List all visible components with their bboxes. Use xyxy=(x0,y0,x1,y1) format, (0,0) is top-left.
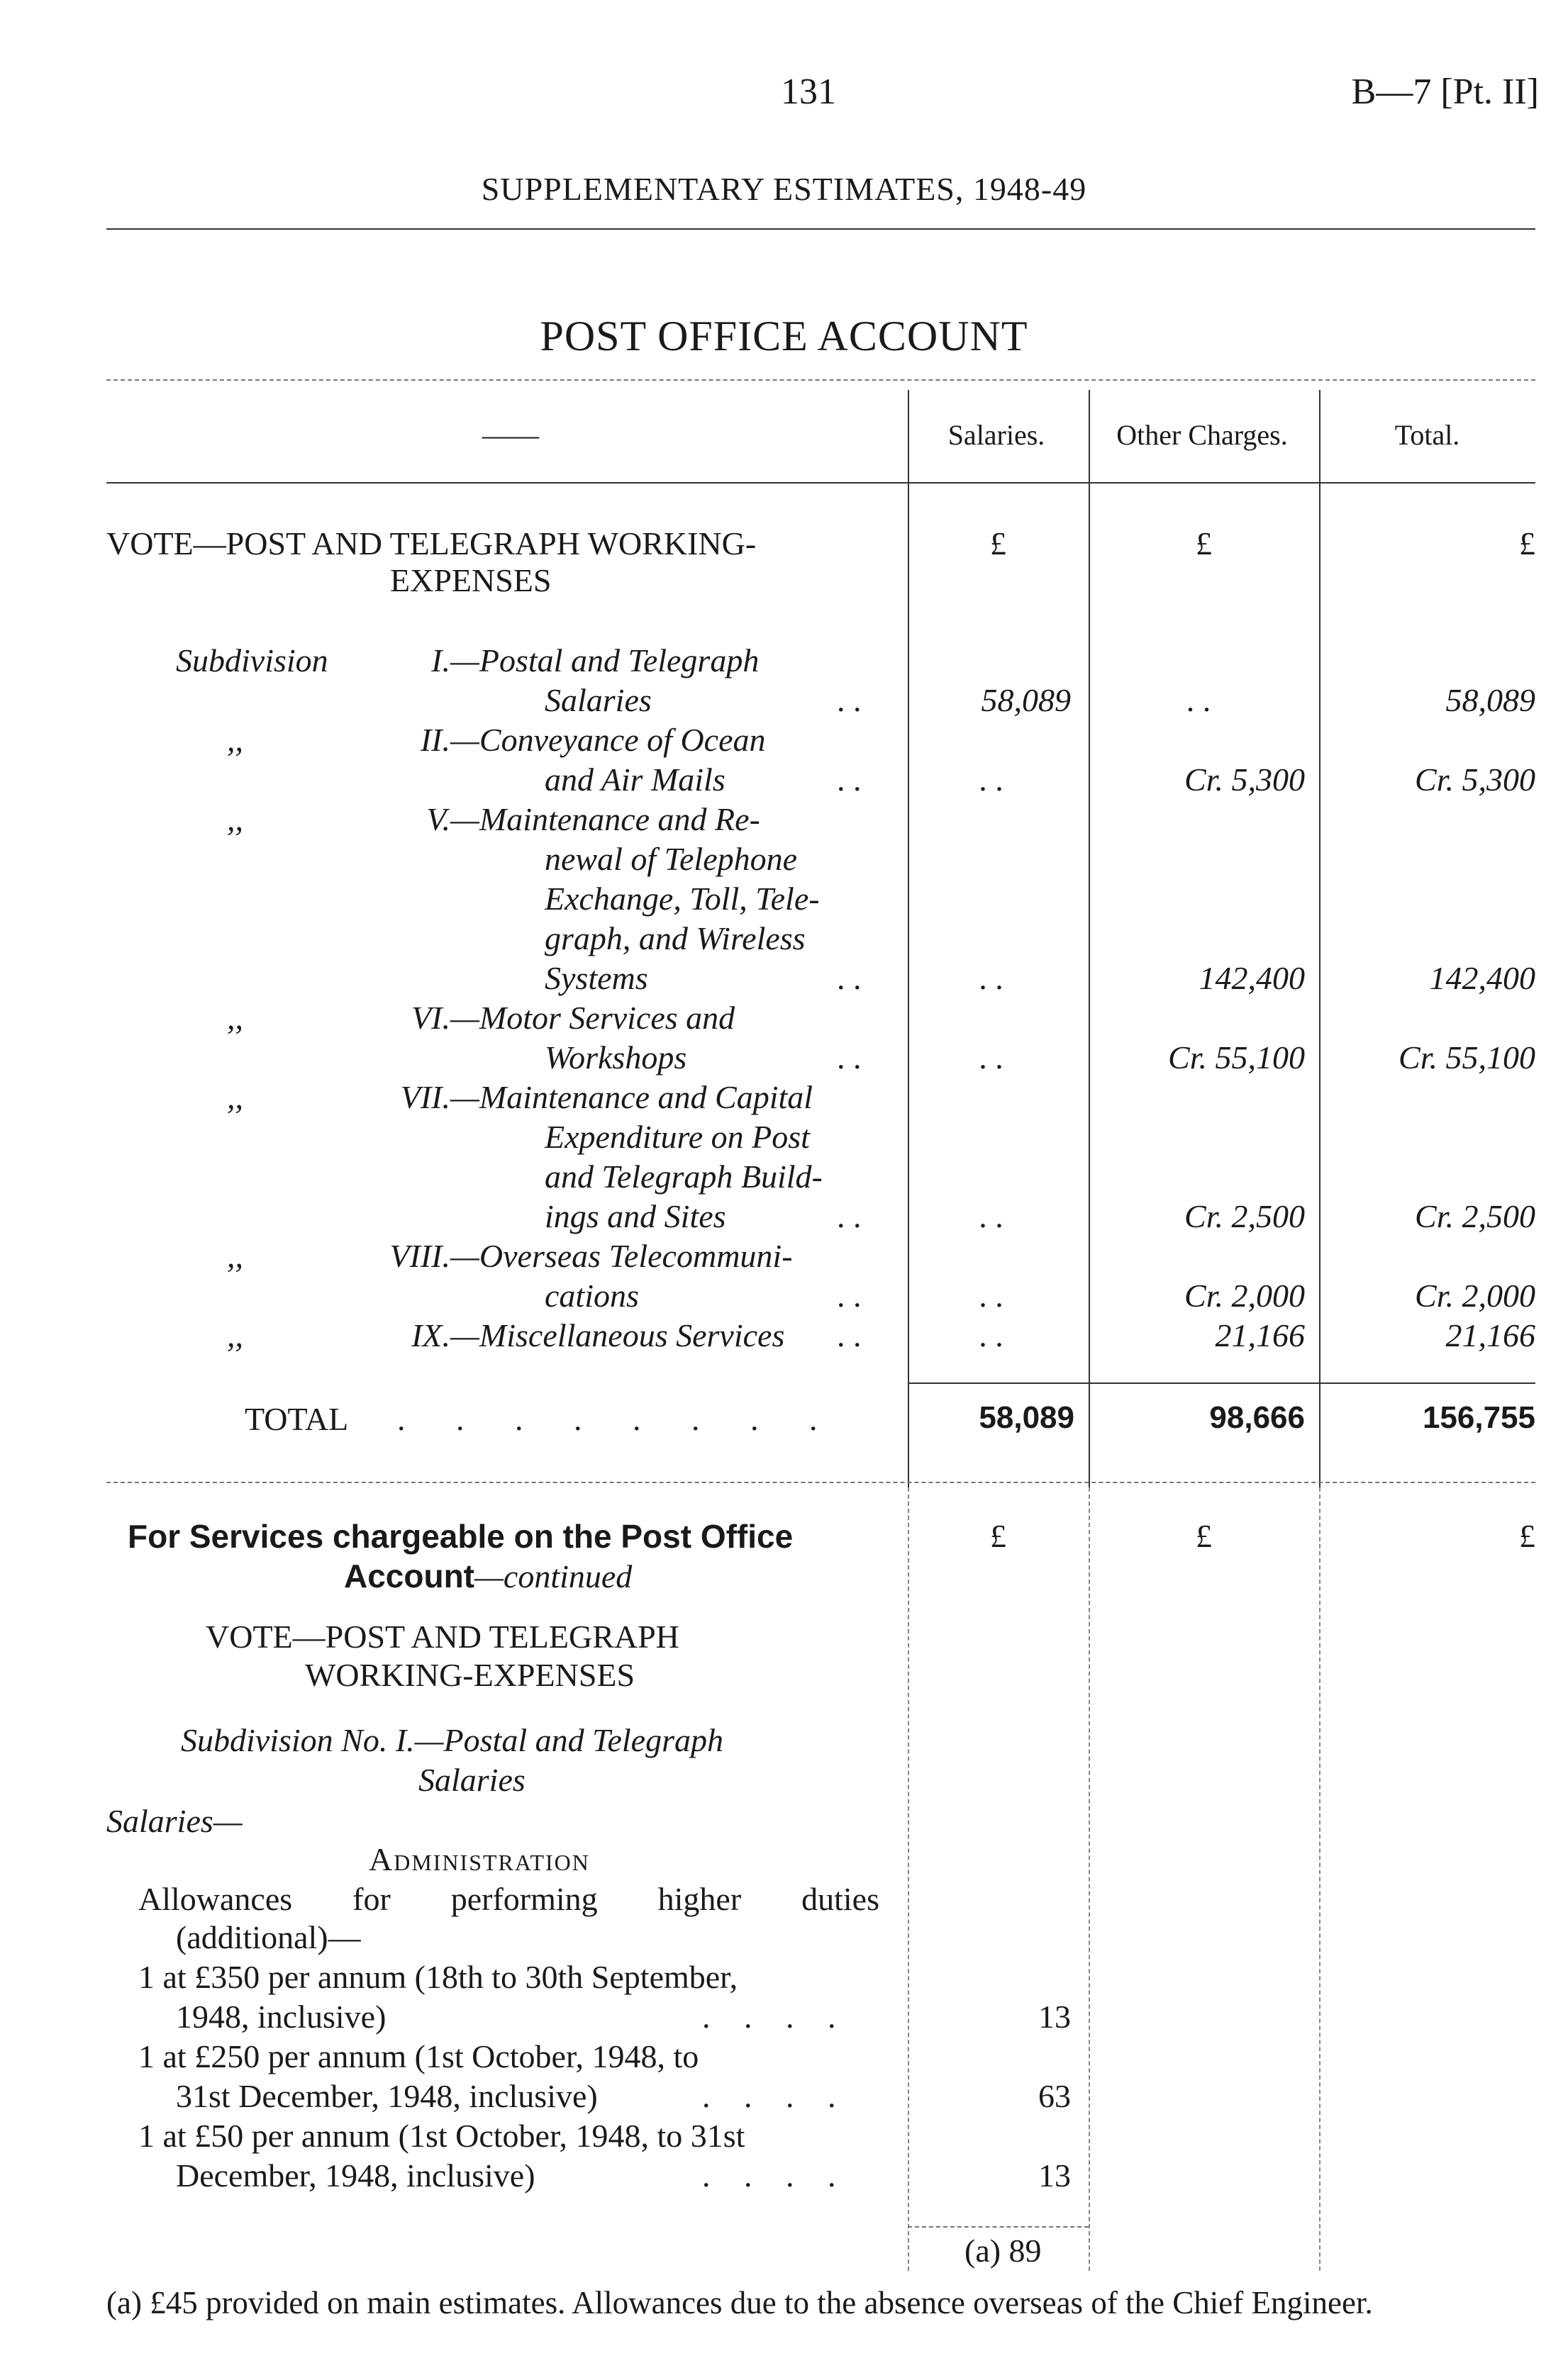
section2-subdivision-line2: Salaries xyxy=(418,1762,526,1798)
ditto-mark: ,, xyxy=(227,1079,243,1115)
subdivision-number: V. xyxy=(426,801,450,837)
ditto-mark: ,, xyxy=(227,1238,243,1274)
subdivision-number: VIII. xyxy=(389,1238,450,1274)
administration-label: Administration xyxy=(369,1841,590,1877)
currency-salaries: £ xyxy=(990,525,1006,562)
column-header-blank: —— xyxy=(482,419,539,451)
column-header-other-charges: Other Charges. xyxy=(1116,419,1288,451)
allowance-entry-line1: 1 at £250 per annum (1st October, 1948, to xyxy=(138,2038,699,2074)
total-leader-dots: . . . . . . . . xyxy=(397,1401,839,1437)
s2-currency-total: £ xyxy=(1519,1518,1535,1554)
ditto-mark: ,, xyxy=(227,801,243,837)
ditto-mark: ,, xyxy=(227,1000,243,1036)
leader-dots: . . xyxy=(837,960,862,996)
subdivision-label: Subdivision xyxy=(176,642,328,678)
s2-currency-salaries: £ xyxy=(990,1518,1006,1554)
subdivision-title-line: Exchange, Toll, Tele- xyxy=(545,881,820,917)
allowances-line1: Allowances for performing higher duties xyxy=(138,1881,879,1917)
amount-total: Cr. 55,100 xyxy=(1399,1039,1535,1076)
subdivision-number: VI. xyxy=(411,1000,450,1036)
section2-continued: —continued xyxy=(474,1558,633,1594)
amount-total: Cr. 2,000 xyxy=(1415,1278,1535,1314)
salaries-label: Salaries— xyxy=(106,1803,243,1839)
subdivision-title-line: and Air Mails xyxy=(545,761,725,798)
total-label: TOTAL xyxy=(245,1401,349,1437)
section2-subdivision-line1: Subdivision No. I.—Postal and Telegraph xyxy=(181,1722,723,1758)
column-header-rule xyxy=(106,482,1535,484)
amount-total: Cr. 2,500 xyxy=(1415,1198,1535,1234)
subdivision-title-line: Expenditure on Post xyxy=(545,1119,810,1155)
amount-total: 142,400 xyxy=(1429,960,1535,996)
amount-total: 21,166 xyxy=(1445,1317,1535,1353)
leader-dots: . . . . xyxy=(702,2078,849,2114)
amount-salaries: . . xyxy=(979,1039,1003,1076)
amount-other: Cr. 2,000 xyxy=(1184,1278,1305,1314)
column-rule-2-lower xyxy=(1089,1487,1090,2271)
subdivision-title-line: —Maintenance and Re- xyxy=(450,801,760,837)
document-reference: B—7 [Pt. II] xyxy=(1351,72,1539,112)
currency-other: £ xyxy=(1196,525,1212,562)
header-rule xyxy=(106,228,1535,230)
column-header-total: Total. xyxy=(1394,419,1460,451)
subdivision-title-line: Systems xyxy=(545,960,648,996)
amount-other: Cr. 2,500 xyxy=(1184,1198,1305,1234)
section-divider xyxy=(106,1482,1535,1483)
total-other-charges: 98,666 xyxy=(1209,1400,1305,1435)
title-rule xyxy=(106,379,1535,381)
allowance-entry-line1: 1 at £350 per annum (18th to 30th September, xyxy=(138,1959,738,1995)
subdivision-title-line: —Miscellaneous Services xyxy=(450,1317,785,1353)
subdivision-title-line: Workshops xyxy=(545,1039,687,1076)
amount-other: 142,400 xyxy=(1199,960,1305,996)
subdivision-number: II. xyxy=(420,722,450,758)
column-header-salaries: Salaries. xyxy=(947,419,1045,451)
amount-total: 58,089 xyxy=(1445,682,1535,718)
leader-dots: . . xyxy=(837,1317,862,1353)
section2-heading-line1: For Services chargeable on the Post Office xyxy=(128,1518,794,1555)
amount-salaries: . . xyxy=(979,1278,1003,1314)
section2-vote-line2: WORKING-EXPENSES xyxy=(305,1657,635,1693)
amount-other: Cr. 55,100 xyxy=(1168,1039,1305,1076)
allowance-entry-line2: 31st December, 1948, inclusive) xyxy=(176,2078,598,2114)
amount-salaries: . . xyxy=(979,1198,1003,1234)
column-rule-1-lower xyxy=(908,1487,909,2271)
amount-salaries: . . xyxy=(979,761,1003,798)
subdivision-title-line: newal of Telephone xyxy=(545,841,798,877)
subdivision-title-line: and Telegraph Build- xyxy=(545,1158,823,1195)
subdivision-number: VII. xyxy=(400,1079,450,1115)
subdivision-title-line: cations xyxy=(545,1278,639,1314)
allowance-amount: 63 xyxy=(1038,2078,1071,2114)
amount-salaries: . . xyxy=(979,1317,1003,1353)
amount-other: 21,166 xyxy=(1215,1317,1305,1353)
leader-dots: . . . . xyxy=(702,1999,849,2035)
subdivision-number: IX. xyxy=(411,1317,450,1353)
s2-currency-other: £ xyxy=(1196,1518,1212,1554)
column-rule-3-lower xyxy=(1319,1487,1320,2271)
amount-total: Cr. 5,300 xyxy=(1415,761,1535,798)
subdivision-title-line: —Overseas Telecommuni- xyxy=(450,1238,793,1274)
section2-heading-line2 xyxy=(344,1557,632,1595)
subtotal-amount: (a) 89 xyxy=(964,2233,1042,2269)
ditto-mark: ,, xyxy=(227,1317,243,1353)
allowance-entry-line2: December, 1948, inclusive) xyxy=(176,2157,535,2194)
leader-dots: . . xyxy=(837,682,862,718)
currency-total: £ xyxy=(1519,525,1535,562)
amount-salaries: . . xyxy=(979,960,1003,996)
allowance-amount: 13 xyxy=(1038,2157,1071,2194)
allowances-line2: (additional)— xyxy=(176,1919,361,1955)
leader-dots: . . xyxy=(837,1039,862,1076)
amount-other: Cr. 5,300 xyxy=(1184,761,1305,798)
subdivision-title-line: —Conveyance of Ocean xyxy=(450,722,766,758)
subdivision-title-line: —Maintenance and Capital xyxy=(450,1079,813,1115)
page-title: POST OFFICE ACCOUNT xyxy=(540,313,1028,359)
allowance-entry-line2: 1948, inclusive) xyxy=(176,1999,387,2035)
amount-salaries: 58,089 xyxy=(981,682,1071,718)
allowance-entry-line1: 1 at £50 per annum (1st October, 1948, to 31st xyxy=(138,2118,745,2154)
leader-dots: . . xyxy=(837,1278,862,1314)
leader-dots: . . xyxy=(837,761,862,798)
subdivision-title-line: ings and Sites xyxy=(545,1198,726,1234)
subdivision-title-line: graph, and Wireless xyxy=(545,920,806,956)
running-title: SUPPLEMENTARY ESTIMATES, 1948-49 xyxy=(481,171,1087,207)
footnote: (a) £45 provided on main estimates. Allowances due to the absence overseas of the Chief Engineer. xyxy=(106,2285,1373,2320)
leader-dots: . . xyxy=(837,1198,862,1234)
total-salaries: 58,089 xyxy=(979,1400,1074,1435)
subdivision-title-line: —Motor Services and xyxy=(450,1000,735,1036)
allowance-amount: 13 xyxy=(1038,1999,1071,2035)
subdivision-number: I. xyxy=(431,642,450,678)
subtotal-rule xyxy=(908,2226,1089,2228)
subdivision-title-line: —Postal and Telegraph xyxy=(450,642,760,678)
page-number: 131 xyxy=(781,72,836,112)
vote-heading-line2: EXPENSES xyxy=(390,562,552,598)
section2-heading-account: Account xyxy=(344,1558,474,1594)
vote-heading-line1: VOTE—POST AND TELEGRAPH WORKING- xyxy=(106,525,757,562)
leader-dots: . . . . xyxy=(702,2157,849,2194)
amount-other: . . xyxy=(1186,682,1211,718)
section2-vote-line1: VOTE—POST AND TELEGRAPH xyxy=(206,1619,679,1655)
total-total: 156,755 xyxy=(1422,1400,1535,1435)
ditto-mark: ,, xyxy=(227,722,243,758)
total-top-rule xyxy=(908,1382,1535,1384)
subdivision-title-line: Salaries xyxy=(545,682,652,718)
